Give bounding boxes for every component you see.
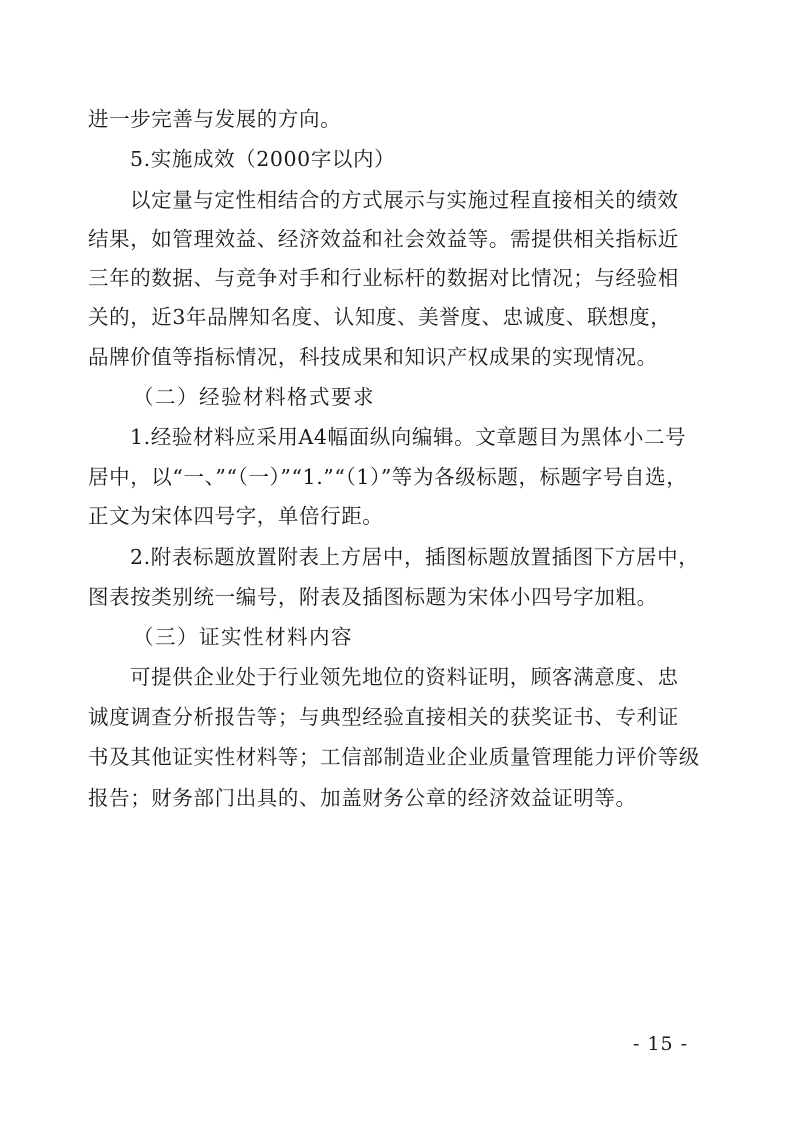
text-line: 1.经验材料应采用A4幅面纵向编辑。文章题目为黑体小二号 [130, 425, 687, 449]
text-line: 品牌价值等指标情况，科技成果和知识产权成果的实现情况。 [88, 345, 658, 369]
section-heading-supporting-materials: （三）证实性材料内容 [133, 625, 353, 649]
section-heading-implementation-results: 5.实施成效（2000字以内） [130, 147, 396, 171]
text-line: 关的，近3年品牌知名度、认知度、美誉度、忠诚度、联想度， [88, 305, 672, 329]
text-line: 进一步完善与发展的方向。 [88, 107, 342, 131]
text-line: 正文为宋体四号字，单倍行距。 [88, 504, 384, 528]
text-line: 以定量与定性相结合的方式展示与实施过程直接相关的绩效 [130, 188, 679, 212]
text-line: 2.附表标题放置附表上方居中，插图标题放置插图下方居中， [130, 545, 700, 569]
text-line: 报告；财务部门出具的、加盖财务公章的经济效益证明等。 [88, 786, 637, 810]
text-line: 居中，以“一、”“（一）”“1.”“（1）”等为各级标题，标题字号自选， [88, 465, 688, 489]
text-line: 三年的数据、与竞争对手和行业标杆的数据对比情况；与经验相 [88, 266, 679, 290]
text-line: 书及其他证实性材料等；工信部制造业企业质量管理能力评价等级 [88, 745, 700, 769]
page-number: - 15 - [633, 1033, 689, 1055]
text-line: 诚度调查分析报告等；与典型经验直接相关的获奖证书、专利证 [88, 705, 679, 729]
section-heading-format-requirements: （二）经验材料格式要求 [133, 385, 375, 409]
text-line: 图表按类别统一编号，附表及插图标题为宋体小四号字加粗。 [88, 585, 658, 609]
text-line: 可提供企业处于行业领先地位的资料证明，顾客满意度、忠 [130, 665, 679, 689]
text-line: 结果，如管理效益、经济效益和社会效益等。需提供相关指标近 [88, 227, 679, 251]
